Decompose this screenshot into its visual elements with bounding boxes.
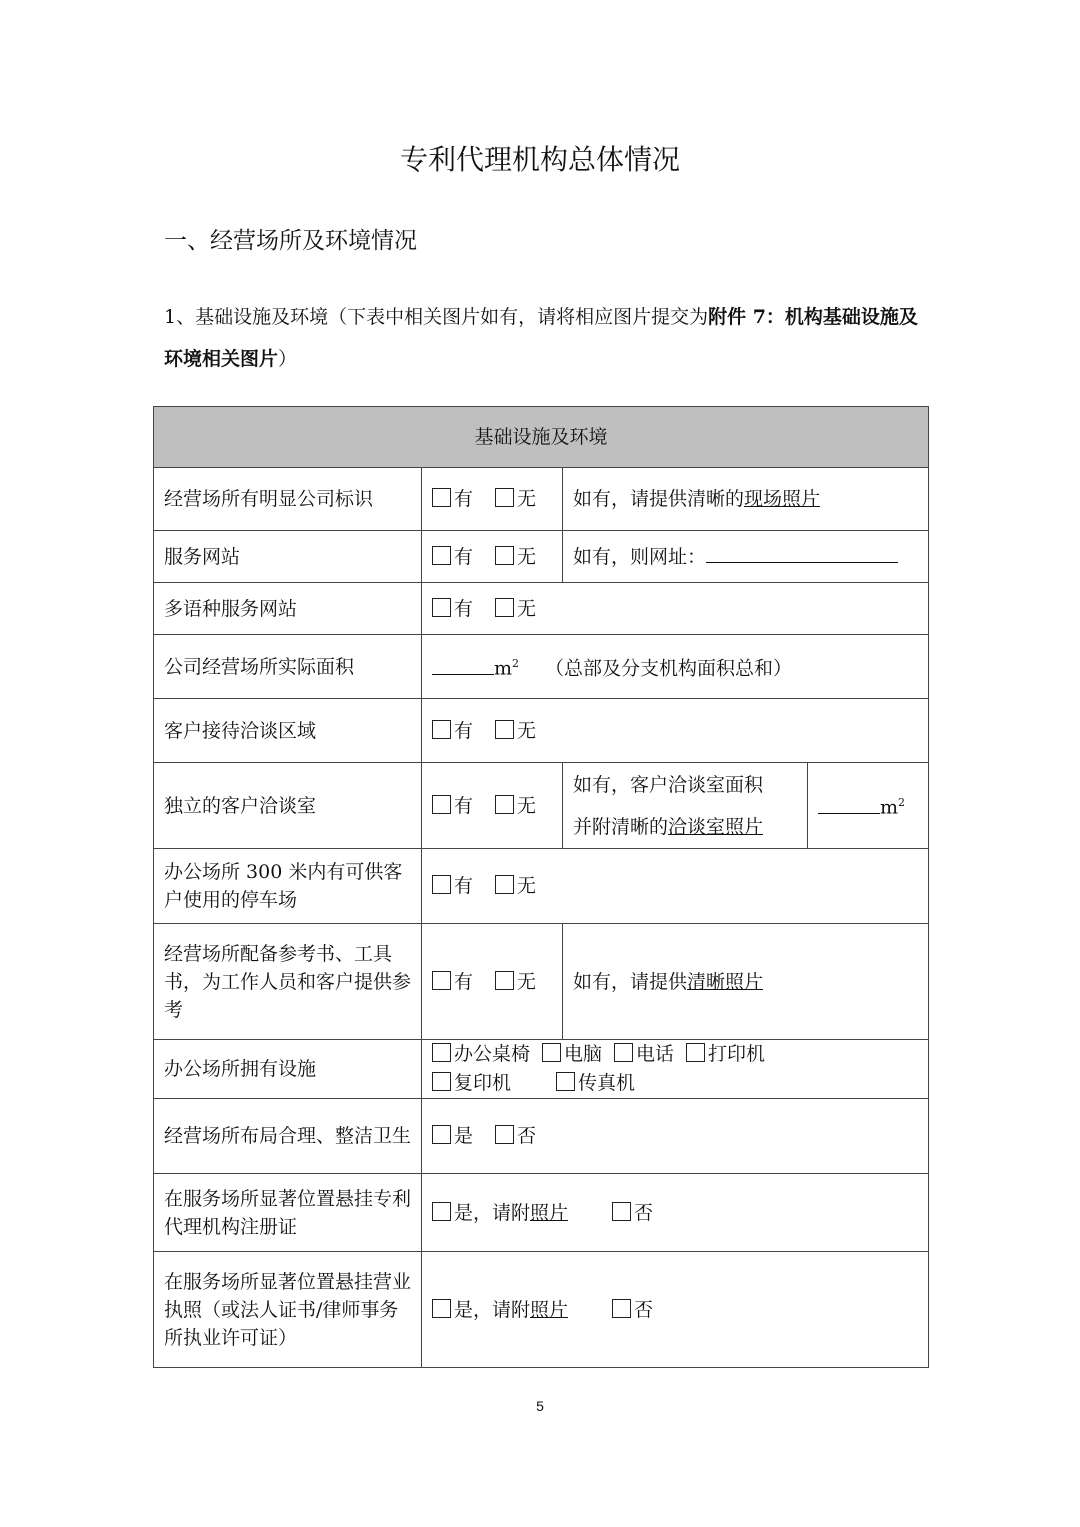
page-number: 5: [536, 1398, 544, 1414]
checkbox-yes[interactable]: [432, 1299, 451, 1318]
option-label: 有: [454, 488, 474, 510]
checkbox-computer[interactable]: [542, 1043, 561, 1062]
option-label: 无: [517, 970, 537, 993]
area-blank[interactable]: [818, 797, 880, 814]
table-row: [154, 1252, 929, 1368]
note-text: 如有，请提供: [573, 970, 688, 993]
note-cell: [563, 924, 929, 1040]
table-row: [154, 1099, 929, 1174]
checkbox-no[interactable]: [495, 1125, 514, 1144]
area-cell: [422, 635, 929, 699]
intro-text: 1、基础设施及环境（下表中相关图片如有，请将相应图片提交为: [164, 306, 709, 328]
website-blank[interactable]: [706, 544, 898, 563]
note-text: 如有，请提供清晰的: [573, 488, 745, 510]
checkbox-yes[interactable]: [432, 875, 451, 894]
note-cell: [563, 468, 929, 531]
table-row: [154, 583, 929, 635]
table-row: [154, 924, 929, 1040]
checkbox-no[interactable]: [495, 720, 514, 739]
note-text: 如有，客户洽谈室面积: [573, 773, 764, 796]
option-label: 电话: [636, 1043, 675, 1065]
option-label: 是，请附: [454, 1298, 531, 1321]
option-label: 有: [454, 545, 474, 568]
photo-link: 现场照片: [744, 488, 821, 510]
option-label: 是: [454, 1125, 474, 1147]
unit-superscript: 2: [898, 796, 906, 810]
table-row: [154, 1174, 929, 1252]
checkbox-desk-chair[interactable]: [432, 1043, 451, 1062]
photo-link: 洽谈室照片: [668, 815, 764, 838]
option-label: 否: [634, 1201, 654, 1224]
checkbox-yes[interactable]: [432, 1202, 451, 1221]
area-note: （总部及分支机构面积总和）: [545, 657, 793, 680]
area-cell: [808, 763, 929, 849]
option-label: 是，请附: [454, 1201, 531, 1224]
option-label: 有: [454, 719, 474, 742]
intro-paragraph: [164, 296, 924, 380]
row-label: 经营场所有明显公司标识: [154, 468, 422, 531]
yes-no-cell: [422, 531, 563, 583]
yes-no-cell: [422, 1099, 929, 1174]
checkbox-telephone[interactable]: [614, 1043, 633, 1062]
checkbox-yes[interactable]: [432, 720, 451, 739]
checkbox-no[interactable]: [495, 971, 514, 990]
checkbox-no[interactable]: [495, 598, 514, 617]
photo-link: 照片: [530, 1298, 569, 1321]
row-label: 服务网站: [154, 531, 422, 583]
option-label: 复印机: [454, 1072, 512, 1094]
option-label: 电脑: [564, 1043, 603, 1065]
note-text: 如有，则网址：: [573, 545, 707, 568]
checkbox-printer[interactable]: [686, 1043, 705, 1062]
checkbox-fax[interactable]: [556, 1072, 575, 1091]
table-row: [154, 468, 929, 531]
option-label: 打印机: [708, 1043, 766, 1065]
option-label: 否: [634, 1298, 654, 1321]
option-label: 无: [517, 719, 537, 742]
table-row: [154, 849, 929, 924]
row-label: 办公场所拥有设施: [154, 1040, 422, 1099]
row-label: 独立的客户洽谈室: [154, 763, 422, 849]
area-blank[interactable]: [432, 658, 494, 675]
note-cell: [563, 763, 808, 849]
row-label: 办公场所 300 米内有可供客户使用的停车场: [154, 849, 422, 924]
infrastructure-table: [153, 406, 929, 1368]
row-label: 经营场所布局合理、整洁卫生: [154, 1099, 422, 1174]
table-row: [154, 763, 929, 849]
intro-attachment: 附件 7：机构基础设施及环境相关图片: [164, 306, 918, 370]
yes-no-cell: [422, 849, 929, 924]
option-label: 无: [517, 545, 537, 568]
yes-no-cell: [422, 583, 929, 635]
option-label: 无: [517, 875, 537, 897]
yes-no-cell: [422, 1174, 929, 1252]
option-label: 有: [454, 597, 474, 620]
checkbox-no[interactable]: [495, 546, 514, 565]
note-text: 并附清晰的: [573, 815, 669, 838]
unit-superscript: 2: [512, 657, 520, 671]
table-row: [154, 531, 929, 583]
table-row: [154, 699, 929, 763]
option-label: 办公桌椅: [454, 1043, 531, 1065]
intro-tail: ）: [278, 348, 298, 370]
checkbox-yes[interactable]: [432, 488, 451, 507]
row-label: 在服务场所显著位置悬挂营业执照（或法人证书/律师事务所执业许可证）: [154, 1252, 422, 1368]
checkbox-yes[interactable]: [432, 971, 451, 990]
option-label: 有: [454, 875, 474, 897]
yes-no-cell: [422, 1252, 929, 1368]
facilities-cell: [422, 1040, 929, 1099]
document-title: 专利代理机构总体情况: [399, 143, 680, 176]
option-label: 无: [517, 597, 537, 620]
table-row: [154, 635, 929, 699]
table-row: [154, 1040, 929, 1099]
unit-text: m: [494, 657, 513, 680]
checkbox-no[interactable]: [612, 1202, 631, 1221]
option-label: 否: [517, 1125, 537, 1147]
checkbox-copier[interactable]: [432, 1072, 451, 1091]
checkbox-yes[interactable]: [432, 598, 451, 617]
row-label: 客户接待洽谈区域: [154, 699, 422, 763]
option-label: 传真机: [578, 1072, 636, 1094]
note-cell: [563, 531, 929, 583]
checkbox-no[interactable]: [495, 875, 514, 894]
yes-no-cell: [422, 468, 563, 531]
yes-no-cell: [422, 763, 563, 849]
option-label: 无: [517, 488, 537, 510]
checkbox-yes[interactable]: [432, 1125, 451, 1144]
yes-no-cell: [422, 924, 563, 1040]
checkbox-no[interactable]: [495, 795, 514, 814]
option-label: 有: [454, 970, 474, 993]
photo-link: 清晰照片: [687, 970, 764, 993]
checkbox-yes[interactable]: [432, 546, 451, 565]
row-label: 在服务场所显著位置悬挂专利代理机构注册证: [154, 1174, 422, 1252]
row-label: 多语种服务网站: [154, 583, 422, 635]
option-label: 有: [454, 794, 474, 817]
row-label: 公司经营场所实际面积: [154, 635, 422, 699]
checkbox-no[interactable]: [495, 488, 514, 507]
yes-no-cell: [422, 699, 929, 763]
unit-text: m: [880, 796, 899, 819]
checkbox-no[interactable]: [612, 1299, 631, 1318]
section-heading: 一、经营场所及环境情况: [164, 228, 417, 254]
photo-link: 照片: [530, 1201, 569, 1224]
option-label: 无: [517, 794, 537, 817]
table-header: 基础设施及环境: [154, 407, 929, 468]
row-label: 经营场所配备参考书、工具书，为工作人员和客户提供参考: [154, 924, 422, 1040]
checkbox-yes[interactable]: [432, 795, 451, 814]
